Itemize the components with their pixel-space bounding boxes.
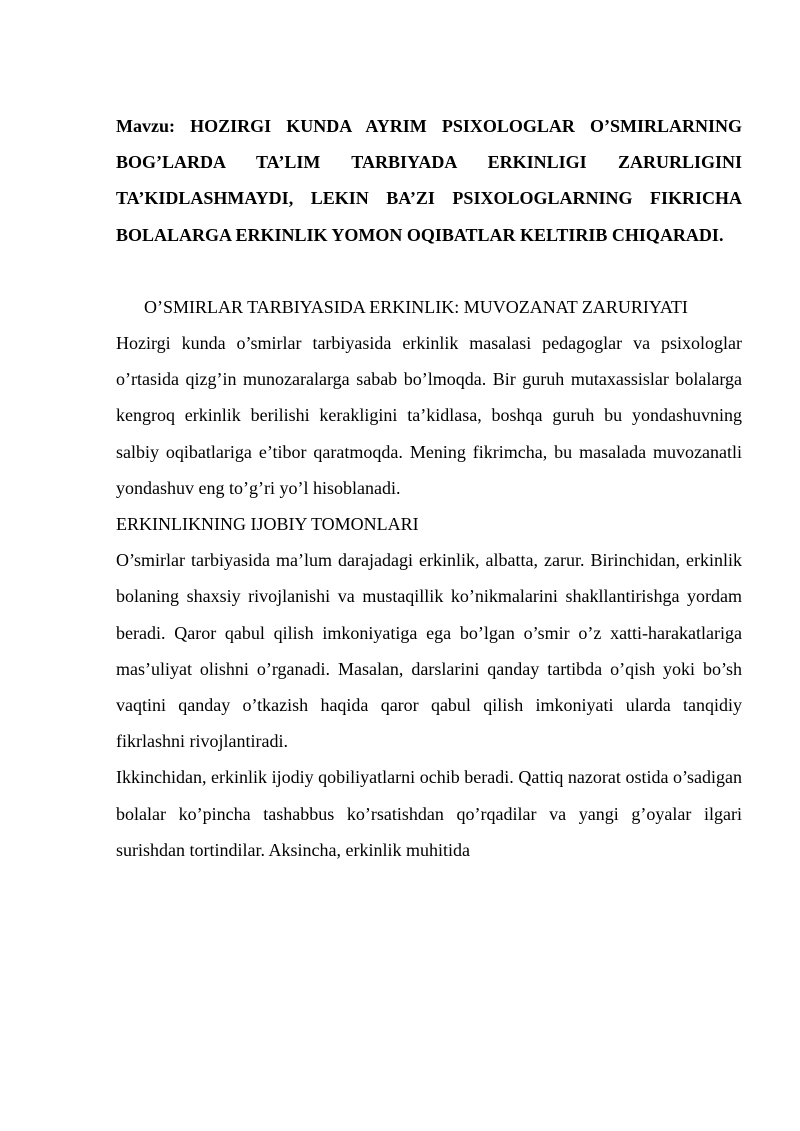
topic-title: Mavzu: HOZIRGI KUNDA AYRIM PSIXOLOGLAR O’SMIRLARNING BOG’LARDA TA’LIM TARBIYADA ERKINLIGI ZARURLIGINI TA’KIDLASHMAYDI, LEKIN BA’ZI PSIXOLOGLARNING FIKRICHA BOLALARGA ERKINLIK YOMON OQIBATLAR KELTIRIB CHIQARADI.	[116, 116, 742, 245]
body-paragraph-2: Ikkinchidan, erkinlik ijodiy qobiliyatlarni ochib beradi. Qattiq nazorat ostida o’sadigan bolalar ko’pincha tashabbus ko’rsatishdan qo’rqadilar va yangi g’oyalar ilgari surishdan tortindilar. Aksincha, erkinlik muhitida	[116, 767, 742, 860]
body-paragraph-1: O’smirlar tarbiyasida ma’lum darajadagi erkinlik, albatta, zarur. Birinchidan, erkinlik bolaning shaxsiy rivojlanishi va mustaqillik ko’nikmalarini shakllantirishga yordam beradi. Qaror qabul qilish imkoniyatiga ega bo’lgan o’smir o’z xatti-harakatlariga mas’uliyat olishni o’rganadi. Masalan, darslarini qanday tartibda o’qish yoki bo’sh vaqtini qanday o’tkazish haqida qaror qabul qilish imkoniyati ularda tanqidiy fikrlashni rivojlantiradi.	[116, 550, 742, 752]
subheading: ERKINLIKNING IJOBIY TOMONLARI	[116, 514, 419, 535]
section-title: O’SMIRLAR TARBIYASIDA ERKINLIK: MUVOZANAT ZARURIYATI	[144, 296, 688, 317]
document-page	[116, 108, 742, 868]
blank-line	[116, 253, 742, 289]
intro-paragraph: Hozirgi kunda o’smirlar tarbiyasida erkinlik masalasi pedagoglar va psixologlar o’rtasida qizg’in munozaralarga sabab bo’lmoqda. Bir guruh mutaxassislar bolalarga kengroq erkinlik berilishi kerakligini ta’kidlasa, boshqa guruh bu yondashuvning salbiy oqibatlariga e’tibor qaratmoqda. Mening fikrimcha, bu masalada muvozanatli yondashuv eng to’g’ri yo’l hisoblanadi.	[116, 333, 742, 498]
